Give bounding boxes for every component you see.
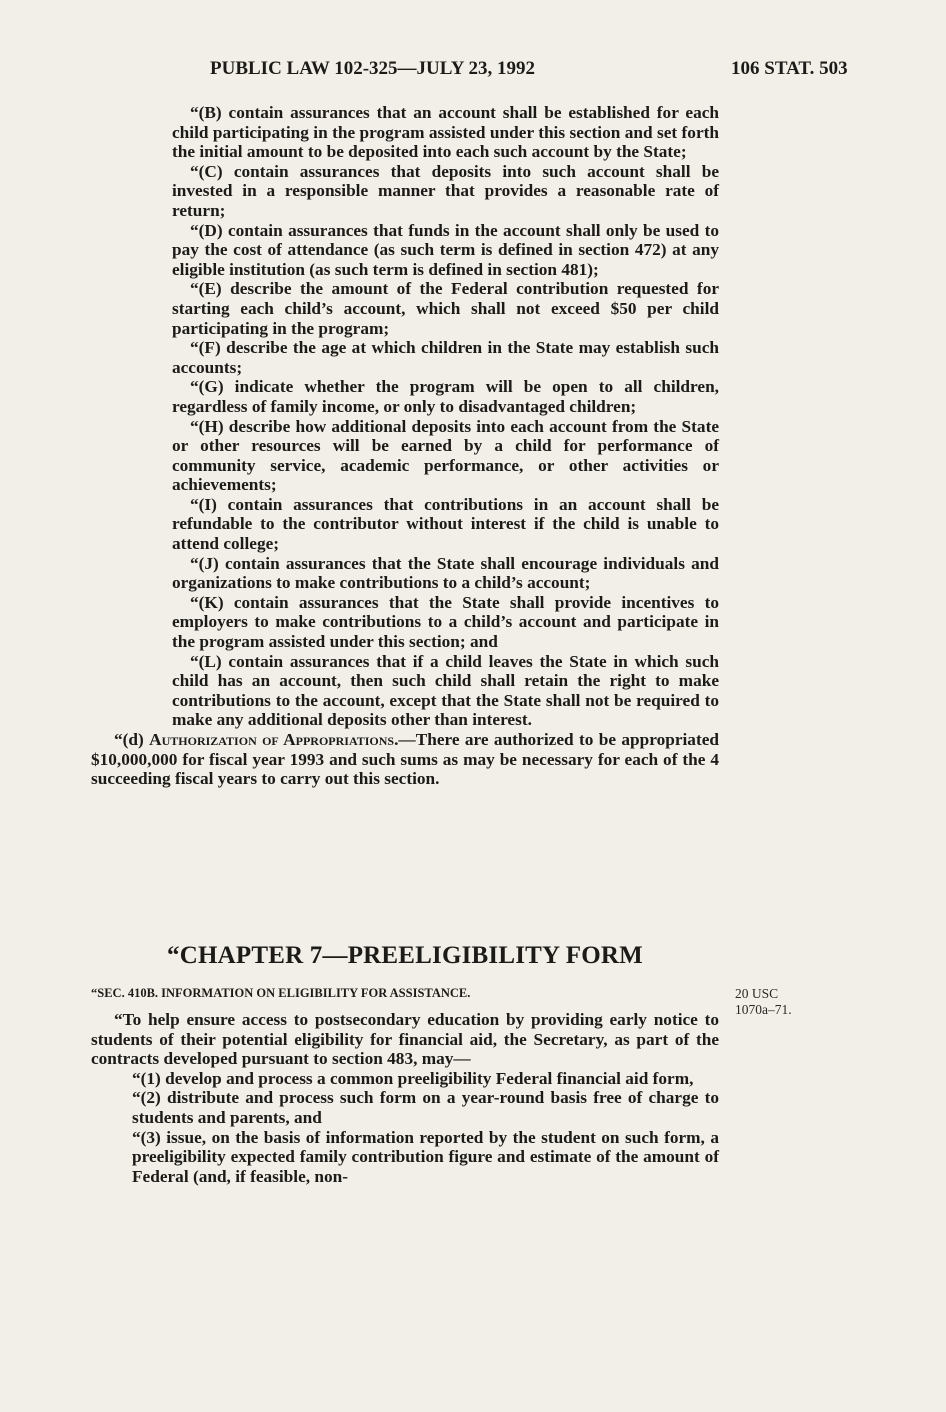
list-item: “(L) contain assurances that if a child leaves the State in which such child has an account, then such child shall retain the right to make contributions to the account, except that the State shall not be required to make any additional deposits other than interest. — [172, 651, 719, 730]
section-heading: “SEC. 410B. INFORMATION ON ELIGIBILITY FOR ASSISTANCE. — [91, 986, 471, 1000]
list-item: “(K) contain assurances that the State shall provide incentives to employers to make contributions to a child’s account and participate in the program assisted under this section; and — [172, 592, 719, 652]
intro-paragraph: “To help ensure access to postsecondary education by providing early notice to students of their potential eligibility for financial aid, the Secretary, as part of the contracts developed pursuant to section 483, may— — [91, 1010, 719, 1069]
subsection-d-heading: Authorization of Appropriations. — [149, 730, 399, 749]
assurances-list — [91, 103, 719, 789]
list-item: “(1) develop and process a common preeligibility Federal financial aid form, — [132, 1068, 694, 1088]
list-item: “(D) contain assurances that funds in the account shall only be used to pay the cost of attendance (as such term is defined in section 472) at any eligible institution (as such term is defined in section 481); — [172, 220, 719, 279]
list-item: “(H) describe how additional deposits into each account from the State or other resources will be earned by a child for performance of community service, academic performance, or other activities or achievements; — [172, 416, 719, 495]
subsection-d-text: —There are authorized to be appropriated $10,000,000 for fiscal year 1993 and such sums as may be necessary for each of the 4 succeeding fiscal years to carry out this section. — [91, 730, 719, 789]
list-item: “(G) indicate whether the program will be open to all children, regardless of family income, or only to disadvantaged children; — [172, 377, 719, 416]
stat-page-number: 106 STAT. 503 — [731, 58, 848, 79]
list-item: “(C) contain assurances that deposits into such account shall be invested in a responsible manner that provides a reasonable rate of return; — [172, 161, 719, 220]
list-item: “(E) describe the amount of the Federal contribution requested for starting each child’s account, which shall not exceed $50 per child participating in the program; — [172, 279, 719, 338]
margin-citation — [735, 986, 835, 1018]
list-item: “(B) contain assurances that an account shall be established for each child participating in the program assisted under this section and set forth the initial amount to be deposited into each such account by the State; — [172, 103, 719, 162]
chapter-title: “CHAPTER 7—PREELIGIBILITY FORM — [167, 942, 643, 969]
margin-citation-line: 20 USC — [735, 986, 779, 1001]
list-item: “(F) describe the age at which children in the State may establish such accounts; — [172, 338, 719, 377]
list-item: “(J) contain assurances that the State shall encourage individuals and organizations to make contributions to a child’s account; — [172, 553, 719, 593]
list-item: “(3) issue, on the basis of information reported by the student on such form, a preeligibility expected family contribution figure and estimate of the amount of Federal (and, if feasible, non- — [132, 1127, 719, 1186]
list-item: “(2) distribute and process such form on a year-round basis free of charge to students and parents, and — [132, 1088, 719, 1127]
section-body — [91, 1010, 719, 1186]
subsection-d-lead: “(d) — [114, 730, 150, 749]
list-item: “(I) contain assurances that contributions in an account shall be refundable to the contributor without interest if the child is unable to attend college; — [172, 494, 719, 554]
page-header — [0, 58, 946, 84]
subsection-d — [91, 730, 719, 789]
running-title: PUBLIC LAW 102-325—JULY 23, 1992 — [210, 58, 535, 79]
margin-citation-line: 1070a–71. — [735, 1002, 792, 1017]
